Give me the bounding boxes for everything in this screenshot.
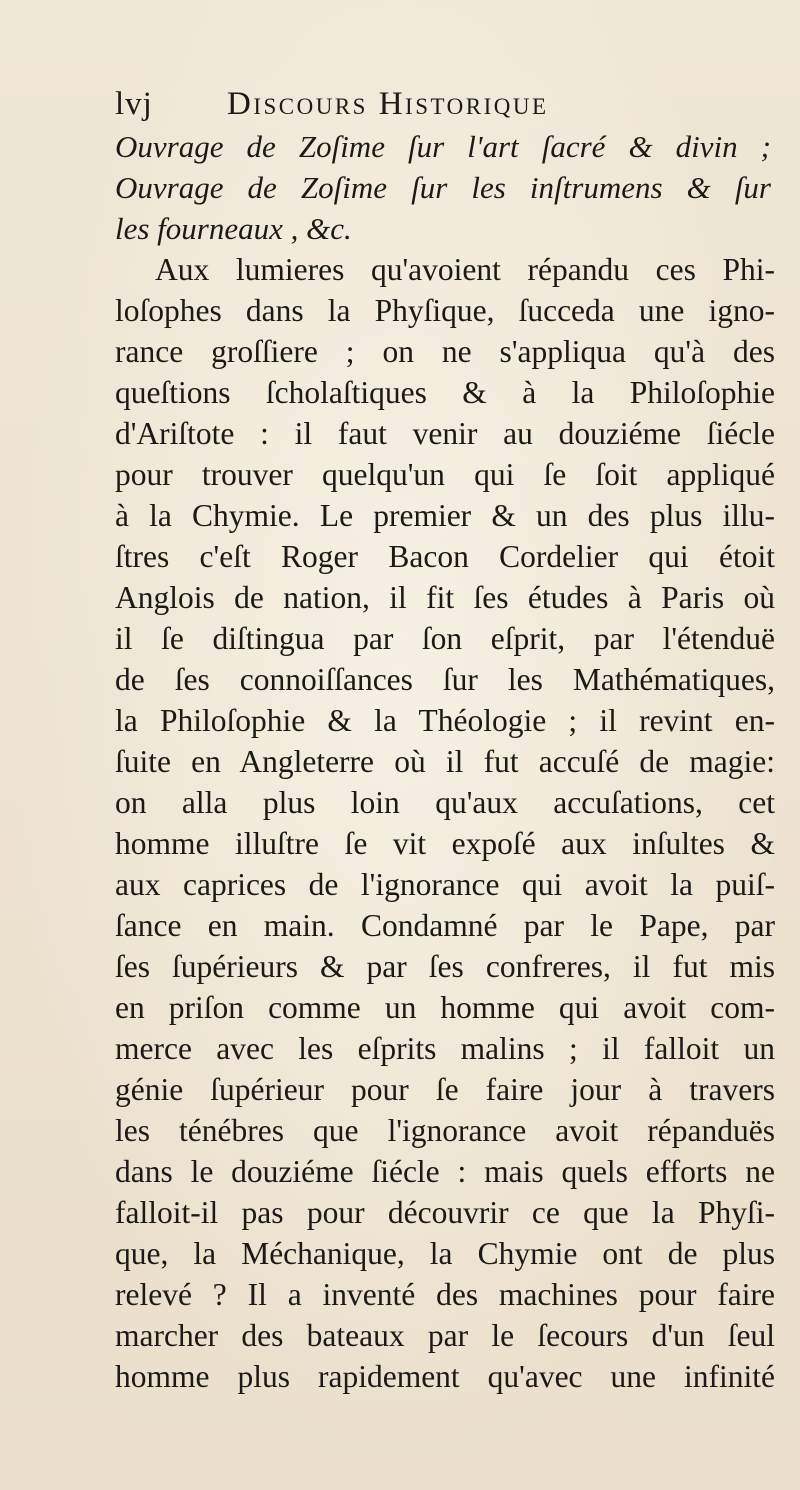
text-line: en priſon comme un homme qui avoit com-	[115, 990, 775, 1025]
text-line: queſtions ſcholaſtiques & à la Philoſophie	[115, 375, 775, 410]
text-line: que, la Méchanique, la Chymie ont de plus	[115, 1236, 775, 1271]
text-line: marcher des bateaux par le ſecours d'un ſeul	[115, 1318, 775, 1353]
text-line: ſance en main. Condamné par le Pape, par	[115, 908, 775, 943]
text-line: génie ſupérieur pour ſe faire jour à travers	[115, 1072, 775, 1107]
page-number: lvj	[115, 86, 153, 122]
text-line: d'Ariſtote : il faut venir au douziéme ſiécle	[115, 416, 775, 451]
text-line: Ouvrage de Zoſime ſur l'art ſacré & divin ;	[115, 129, 771, 164]
text-line: relevé ? Il a inventé des machines pour faire	[115, 1277, 775, 1312]
text-line: il ſe diſtingua par ſon eſprit, par l'étenduë	[115, 621, 775, 656]
text-line: de ſes connoiſſances ſur les Mathématiques,	[115, 662, 775, 697]
text-line: aux caprices de l'ignorance qui avoit la puiſ-	[115, 867, 775, 902]
text-line: dans le douziéme ſiécle : mais quels efforts ne	[115, 1154, 775, 1189]
paragraph-first-line: Aux lumieres qu'avoient répandu ces Phi-	[155, 252, 775, 287]
text-line: la Philoſophie & la Théologie ; il revint en-	[115, 703, 775, 738]
text-line: Ouvrage de Zoſime ſur les inſtrumens & ſur	[115, 170, 771, 205]
text-line: merce avec les eſprits malins ; il falloit un	[115, 1031, 775, 1066]
running-title: Discours Historique	[227, 86, 549, 122]
text-line: les fourneaux , &c.	[115, 211, 352, 246]
text-line: falloit-il pas pour découvrir ce que la Phyſi-	[115, 1195, 775, 1230]
body-text	[115, 126, 775, 1397]
text-line: pour trouver quelqu'un qui ſe ſoit appliqué	[115, 457, 775, 492]
text-line: Anglois de nation, il fit ſes études à Paris où	[115, 580, 775, 615]
text-line: homme illuſtre ſe vit expoſé aux inſultes &	[115, 826, 775, 861]
text-line: ſes ſupérieurs & par ſes confreres, il fut mis	[115, 949, 775, 984]
text-line: on alla plus loin qu'aux accuſations, cet	[115, 785, 775, 820]
text-line: ſtres c'eſt Roger Bacon Cordelier qui étoit	[115, 539, 775, 574]
text-line: ſuite en Angleterre où il fut accuſé de magie:	[115, 744, 775, 779]
text-line: homme plus rapidement qu'avec une infinité	[115, 1359, 775, 1394]
page-header	[115, 82, 735, 126]
text-line: à la Chymie. Le premier & un des plus illu-	[115, 498, 775, 533]
text-line: rance groſſiere ; on ne s'appliqua qu'à des	[115, 334, 775, 369]
text-line: les ténébres que l'ignorance avoit répanduës	[115, 1113, 775, 1148]
text-line: loſophes dans la Phyſique, ſucceda une igno-	[115, 293, 775, 328]
